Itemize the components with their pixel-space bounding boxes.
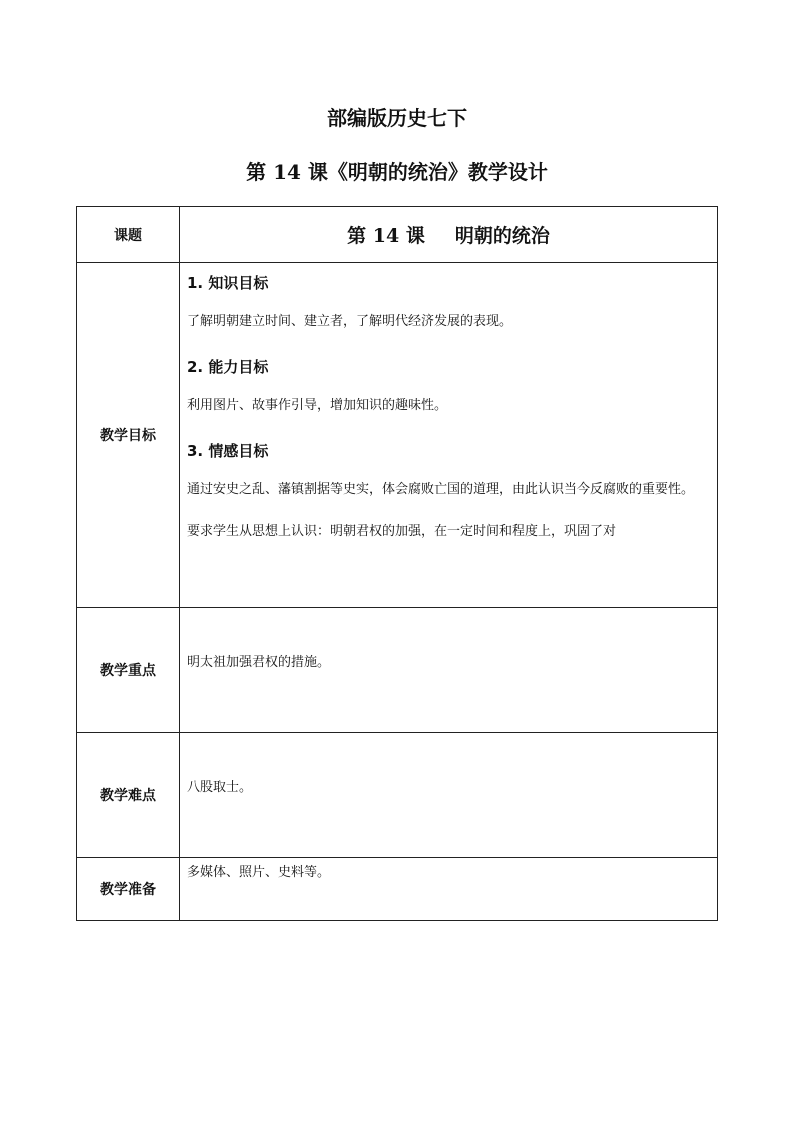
preparation-label: 教学准备 bbox=[77, 858, 180, 921]
difficulties-text: 八股取士。 bbox=[187, 780, 253, 795]
objective-heading-emotion: 3. 情感目标 bbox=[187, 442, 269, 460]
table-row-topic bbox=[77, 207, 718, 263]
lesson-plan-table bbox=[76, 206, 718, 921]
objective-text-emotion: 通过安史之乱、藩镇割据等史实，体会腐败亡国的道理，由此认识当今反腐败的重要性。 bbox=[187, 482, 695, 497]
topic-lesson-number: 第 14 课 bbox=[347, 225, 425, 247]
objective-text-emotion-extra: 要求学生从思想上认识：明朝君权的加强，在一定时间和程度上，巩固了对 bbox=[187, 524, 617, 539]
difficulties-cell bbox=[180, 733, 718, 858]
key-points-cell bbox=[180, 608, 718, 733]
key-points-label: 教学重点 bbox=[77, 608, 180, 733]
table-row-preparation bbox=[77, 858, 718, 921]
table-row-objectives bbox=[77, 263, 718, 608]
preparation-cell bbox=[180, 858, 718, 921]
difficulties-label: 教学难点 bbox=[77, 733, 180, 858]
objective-heading-knowledge: 1. 知识目标 bbox=[187, 274, 269, 292]
topic-label: 课题 bbox=[77, 207, 180, 263]
table-row-key-points bbox=[77, 608, 718, 733]
topic-lesson-name: 明朝的统治 bbox=[454, 225, 550, 247]
topic-cell bbox=[180, 207, 718, 263]
table-row-difficulties bbox=[77, 733, 718, 858]
preparation-text: 多媒体、照片、史料等。 bbox=[187, 865, 331, 880]
document-title: 部编版历史七下 bbox=[327, 106, 467, 130]
objective-text-knowledge: 了解明朝建立时间、建立者，了解明代经济发展的表现。 bbox=[187, 314, 513, 329]
objectives-cell bbox=[180, 263, 718, 608]
objectives-label: 教学目标 bbox=[77, 263, 180, 608]
key-points-text: 明太祖加强君权的措施。 bbox=[187, 655, 331, 670]
objective-heading-ability: 2. 能力目标 bbox=[187, 358, 269, 376]
document-subtitle: 第 14 课《明朝的统治》教学设计 bbox=[246, 160, 548, 184]
objective-text-ability: 利用图片、故事作引导，增加知识的趣味性。 bbox=[187, 398, 448, 413]
